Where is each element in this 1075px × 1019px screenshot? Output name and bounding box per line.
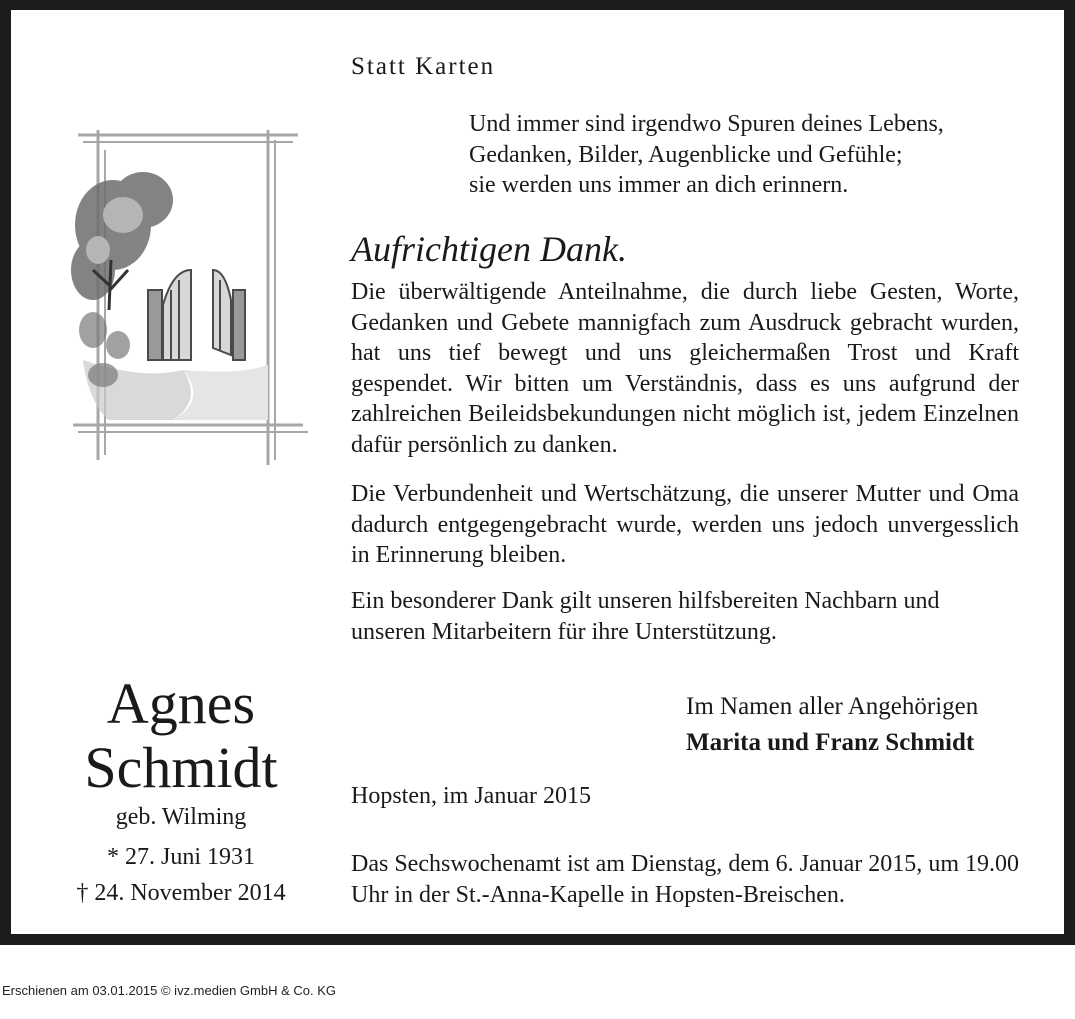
statt-karten-label: Statt Karten [351, 53, 496, 80]
signature-names: Marita und Franz Schmidt [686, 729, 975, 756]
memorial-poem [469, 109, 944, 201]
thanks-paragraph: Die überwältigende Anteilnahme, die durch liebe Gesten, Worte, Gedanken und Gebete mannigfach zum Ausdruck gebracht wurden, hat uns tief bewegt und uns gleichermaßen Trost und Kraft gespendet. Wir bitten um Verständnis, dass es uns aufgrund der zahlreichen Beileidsbekundungen nicht möglich ist, jedem Einzelnen dafür persönlich zu danken. [351, 279, 1019, 458]
deceased-first-name: Agnes [106, 671, 256, 736]
poem-line: sie werden uns immer an dich erinnern. [469, 172, 849, 198]
poem-line: Und immer sind irgendwo Spuren deines Lebens, [469, 111, 944, 137]
deceased-last-name: Schmidt [84, 735, 278, 800]
thanks-heading: Aufrichtigen Dank. [351, 229, 627, 269]
thanks-paragraph: Die Verbundenheit und Wertschätzung, die unserer Mutter und Oma dadurch entgegengebracht wurde, werden uns jedoch unvergesslich in Erinnerung bleiben. [351, 481, 1019, 568]
deceased-birth-date: * 27. Juni 1931 [106, 844, 255, 870]
poem-line: Gedanken, Bilder, Augenblicke und Gefühle; [469, 141, 903, 168]
publication-footer: Erschienen am 03.01.2015 © ivz.medien GmbH & Co. KG [2, 983, 337, 998]
deceased-death-date: † 24. November 2014 [76, 880, 286, 906]
signature-intro: Im Namen aller Angehörigen [686, 693, 979, 720]
thanks-paragraph: Ein besonderer Dank gilt unseren hilfsbereiten Nachbarn und unseren Mitarbeitern für ihre Unterstützung. [351, 588, 940, 645]
service-notice: Das Sechswochenamt ist am Dienstag, dem 6. Januar 2015, um 19.00 Uhr in der St.-Anna-Kapelle in Hopsten-Breischen. [351, 851, 1019, 908]
garden-gate-sketch-icon [63, 120, 313, 470]
deceased-maiden-name: geb. Wilming [115, 804, 247, 830]
place-date: Hopsten, im Januar 2015 [351, 783, 591, 809]
